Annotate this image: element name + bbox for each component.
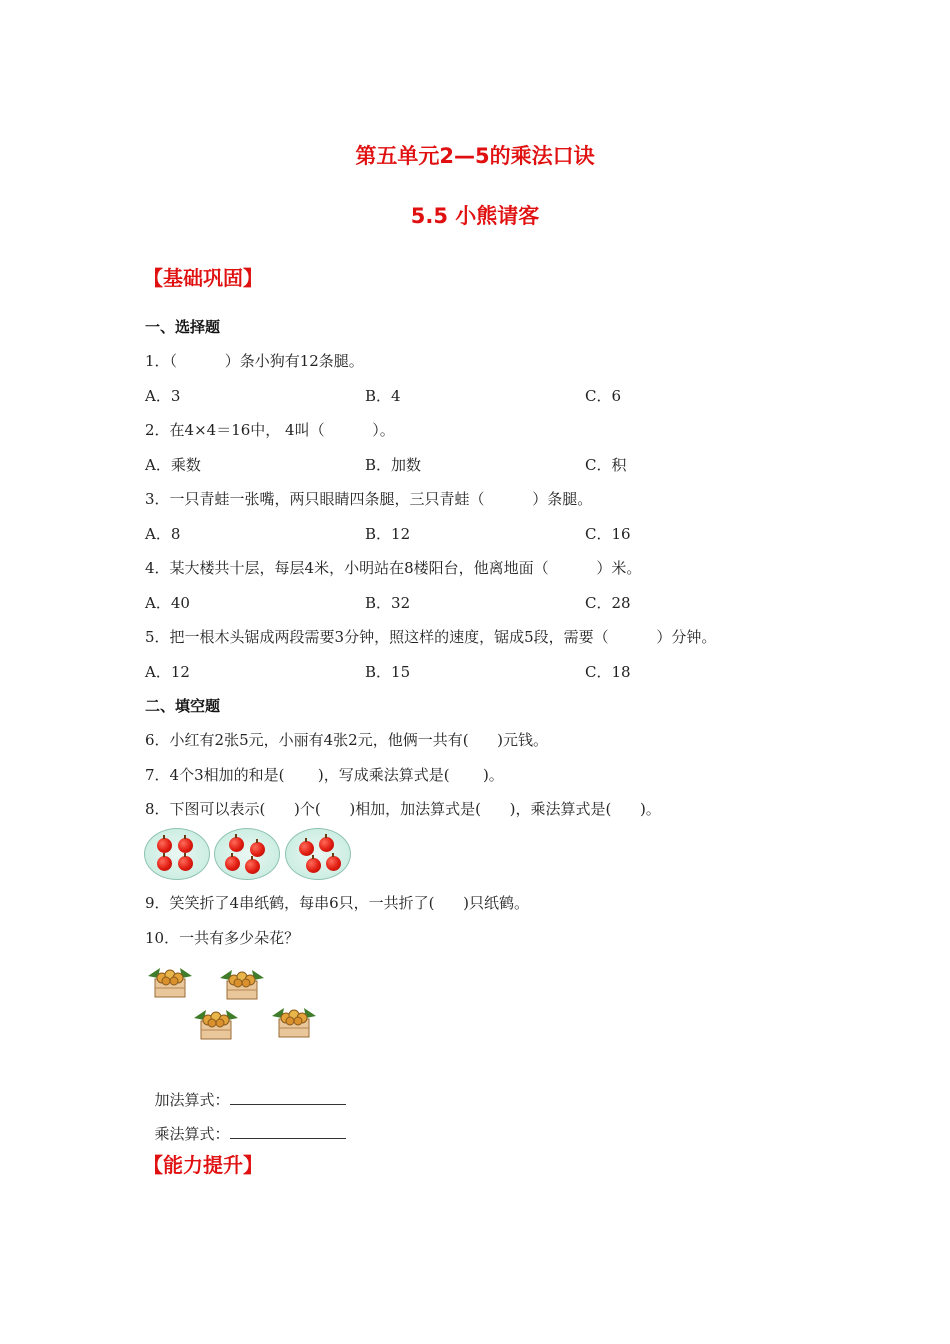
q2-option-c: C．积 [585, 456, 627, 474]
question-6: 6．小红有2张5元，小丽有4张2元，他俩一共有( )元钱。 [145, 731, 549, 749]
question-3: 3．一只青蛙一张嘴，两只眼睛四条腿，三只青蛙（ ）条腿。 [145, 490, 593, 508]
plate-1 [144, 828, 210, 880]
plate-3 [285, 828, 351, 880]
addition-answer-blank[interactable] [230, 1090, 346, 1105]
apple-icon [225, 856, 240, 871]
q1-option-c: C．6 [585, 387, 622, 405]
apple-icon [306, 858, 321, 873]
question-2: 2．在4×4＝16中， 4叫（ ）。 [145, 421, 395, 439]
question-8: 8．下图可以表示( )个( )相加，加法算式是( )，乘法算式是( )。 [145, 800, 661, 818]
apple-icon [178, 856, 193, 871]
q3-option-b: B．12 [365, 525, 411, 543]
apple-icon [229, 837, 244, 852]
q4-option-c: C．28 [585, 594, 631, 612]
addition-label: 加法算式： [154, 1091, 230, 1109]
question-9: 9．笑笑折了4串纸鹤，每串6只，一共折了( )只纸鹤。 [145, 894, 529, 912]
multiplication-label: 乘法算式： [154, 1125, 230, 1143]
section-advanced: 【能力提升】 [143, 1153, 263, 1177]
multiplication-answer-row [145, 1105, 346, 1144]
q5-option-a: A．12 [145, 663, 190, 681]
flower-basket-icon [192, 1008, 240, 1042]
question-10: 10．一共有多少朵花？ [145, 929, 300, 947]
q3-option-a: A．8 [145, 525, 181, 543]
question-7: 7．4个3相加的和是( )，写成乘法算式是( )。 [145, 766, 504, 784]
apple-icon [157, 856, 172, 871]
apple-icon [326, 856, 341, 871]
q2-option-a: A．乘数 [145, 456, 201, 474]
flower-basket-icon [270, 1006, 318, 1040]
apple-icon [299, 841, 314, 856]
q4-option-a: A．40 [145, 594, 190, 612]
q1-option-b: B．4 [365, 387, 401, 405]
part2-heading: 二、填空题 [145, 697, 221, 715]
apple-icon [245, 859, 260, 874]
unit-title: 第五单元2—5的乘法口诀 [355, 144, 595, 168]
question-1: 1．（ ）条小狗有12条腿。 [145, 352, 364, 370]
lesson-title: 5.5 小熊请客 [410, 204, 540, 228]
section-basic: 【基础巩固】 [143, 266, 263, 290]
q4-option-b: B．32 [365, 594, 411, 612]
question-4: 4．某大楼共十层，每层4米，小明站在8楼阳台，他离地面（ ）米。 [145, 559, 642, 577]
flower-basket-icon [146, 966, 194, 1000]
q2-option-b: B．加数 [365, 456, 422, 474]
apple-icon [250, 842, 265, 857]
part1-heading: 一、选择题 [145, 318, 221, 336]
q5-option-b: B．15 [365, 663, 411, 681]
question-5: 5．把一根木头锯成两段需要3分钟，照这样的速度，锯成5段，需要（ ）分钟。 [145, 628, 717, 646]
apple-icon [157, 838, 172, 853]
q1-option-a: A．3 [145, 387, 181, 405]
apple-icon [178, 838, 193, 853]
q5-option-c: C．18 [585, 663, 631, 681]
q3-option-c: C．16 [585, 525, 631, 543]
plate-2 [214, 828, 280, 880]
multiplication-answer-blank[interactable] [230, 1124, 346, 1139]
apple-icon [319, 837, 334, 852]
flower-basket-icon [218, 968, 266, 1002]
